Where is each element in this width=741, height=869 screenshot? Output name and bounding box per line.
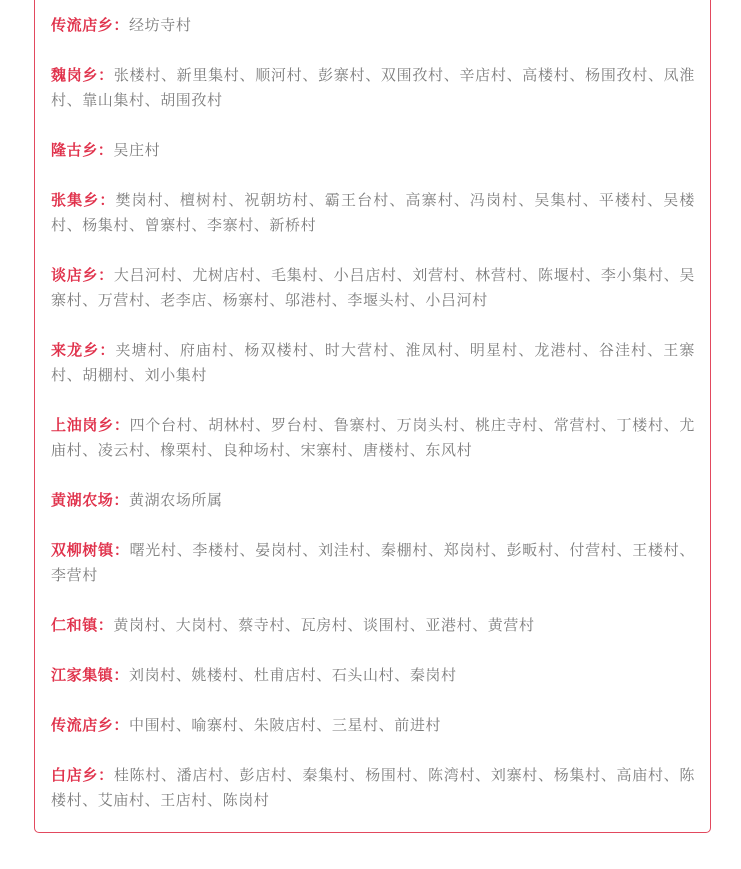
township-entry xyxy=(51,263,695,313)
township-name: 上油岗乡： xyxy=(51,417,130,434)
village-list: 黄岗村、大岗村、蔡寺村、瓦房村、谈围村、亚港村、黄营村 xyxy=(113,617,535,634)
township-entry xyxy=(51,63,695,113)
township-entry xyxy=(51,663,695,688)
village-list: 吴庄村 xyxy=(113,142,161,159)
township-entry xyxy=(51,413,695,463)
township-entry xyxy=(51,713,695,738)
village-list: 夹塘村、府庙村、杨双楼村、时大营村、淮凤村、明星村、龙港村、谷洼村、王寨村、胡棚村、刘小集村 xyxy=(51,342,695,384)
village-list: 桂陈村、潘店村、彭店村、秦集村、杨围村、陈湾村、刘寨村、杨集村、高庙村、陈楼村、艾庙村、王店村、陈岗村 xyxy=(51,767,695,809)
village-list: 中围村、喻寨村、朱陂店村、三星村、前进村 xyxy=(129,717,442,734)
township-entry xyxy=(51,338,695,388)
township-entry xyxy=(51,538,695,588)
village-list: 四个台村、胡林村、罗台村、鲁寨村、万岗头村、桃庄寺村、常营村、丁楼村、尤庙村、凌云村、橡栗村、良种场村、宋寨村、唐楼村、东风村 xyxy=(51,417,695,459)
township-name: 谈店乡： xyxy=(51,267,114,284)
township-name: 传流店乡： xyxy=(51,17,130,34)
township-name: 江家集镇： xyxy=(51,667,130,684)
township-list-card xyxy=(34,0,711,833)
township-name: 魏岗乡： xyxy=(51,67,114,84)
township-name: 双柳树镇： xyxy=(51,542,130,559)
village-list: 经坊寺村 xyxy=(129,17,192,34)
township-name: 张集乡： xyxy=(51,192,116,209)
township-entry xyxy=(51,763,695,813)
township-name: 来龙乡： xyxy=(51,342,116,359)
village-list: 刘岗村、姚楼村、杜甫店村、石头山村、秦岗村 xyxy=(129,667,457,684)
village-list: 樊岗村、檀树村、祝朝坊村、霸王台村、高寨村、冯岗村、吴集村、平楼村、吴楼村、杨集村、曾寨村、李寨村、新桥村 xyxy=(51,192,695,234)
township-entry xyxy=(51,188,695,238)
village-list: 黄湖农场所属 xyxy=(129,492,223,509)
village-list: 大吕河村、尤树店村、毛集村、小吕店村、刘营村、林营村、陈堰村、李小集村、吴寨村、万营村、老李店、杨寨村、邬港村、李堰头村、小吕河村 xyxy=(51,267,695,309)
village-list: 曙光村、李楼村、晏岗村、刘洼村、秦棚村、郑岗村、彭畈村、付营村、王楼村、李营村 xyxy=(51,542,695,584)
township-entry xyxy=(51,613,695,638)
township-name: 隆古乡： xyxy=(51,142,114,159)
village-list: 张楼村、新里集村、顺河村、彭寨村、双围孜村、辛店村、高楼村、杨围孜村、凤淮村、靠山集村、胡围孜村 xyxy=(51,67,695,109)
township-entry xyxy=(51,488,695,513)
township-entry xyxy=(51,138,695,163)
township-entry xyxy=(51,13,695,38)
township-name: 传流店乡： xyxy=(51,717,130,734)
township-name: 黄湖农场： xyxy=(51,492,130,509)
township-name: 白店乡： xyxy=(51,767,114,784)
township-name: 仁和镇： xyxy=(51,617,114,634)
